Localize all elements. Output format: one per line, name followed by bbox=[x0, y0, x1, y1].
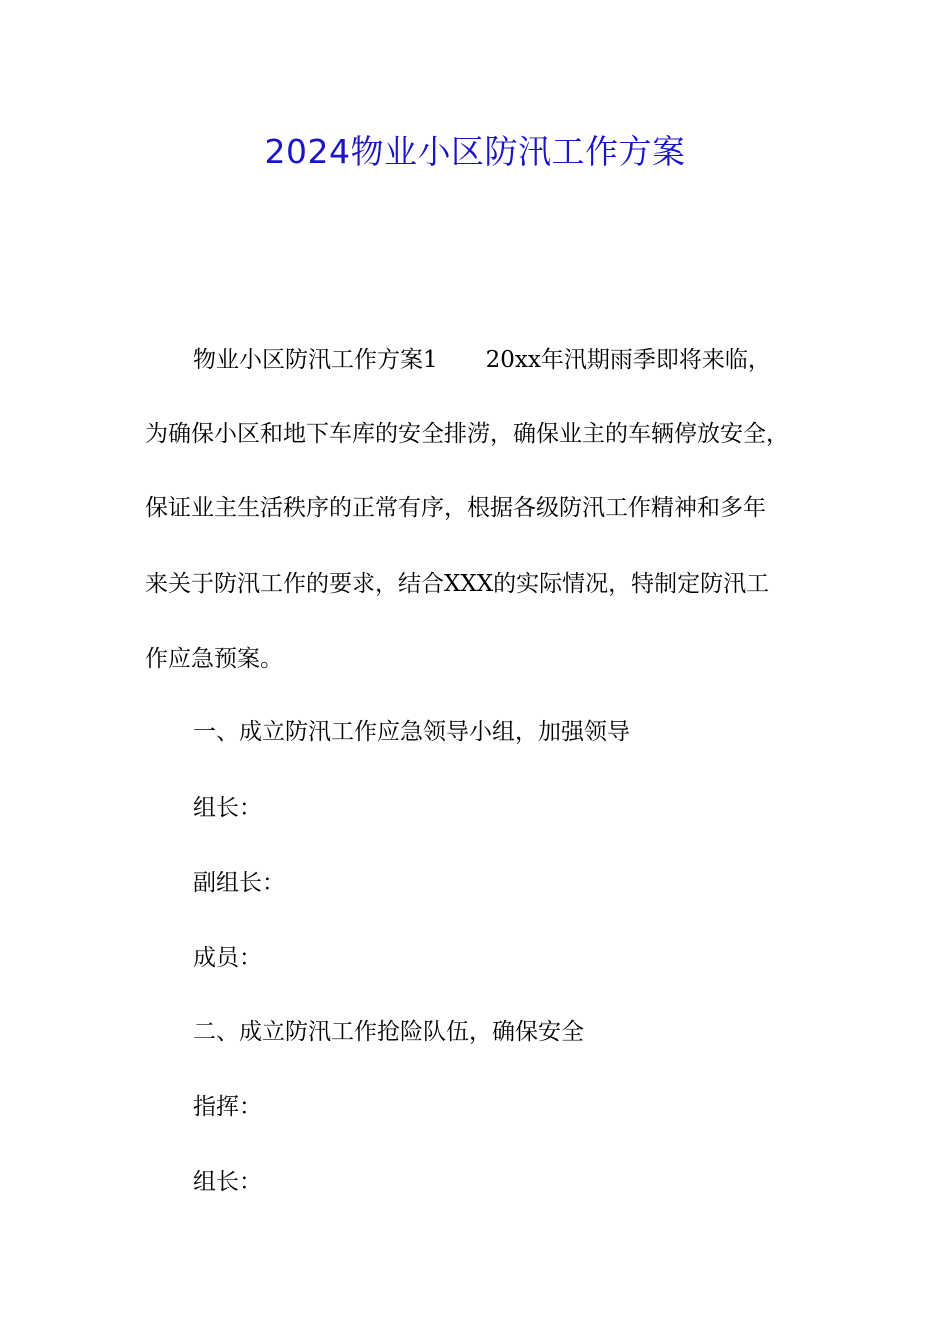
intro-heading: 物业小区防汛工作方案1 bbox=[193, 347, 438, 373]
section-1-heading: 一、成立防汛工作应急领导小组，加强领导 bbox=[193, 719, 630, 745]
section-1-members: 成员： bbox=[193, 945, 262, 971]
section-2-leader: 组长： bbox=[193, 1169, 262, 1195]
section-1-deputy: 副组长： bbox=[193, 870, 285, 896]
intro-line-1 bbox=[193, 342, 883, 378]
intro-line-1-text: 20xx年汛期雨季即将来临， bbox=[485, 347, 771, 373]
document-title: 2024物业小区防汛工作方案 bbox=[264, 132, 686, 171]
section-2-heading: 二、成立防汛工作抢险队伍，确保安全 bbox=[193, 1019, 584, 1045]
intro-line-4: 来关于防汛工作的要求，结合XXX的实际情况，特制定防汛工 bbox=[145, 571, 770, 597]
section-2-commander: 指挥： bbox=[193, 1094, 262, 1120]
section-1-leader: 组长： bbox=[193, 795, 262, 821]
intro-line-5: 作应急预案。 bbox=[145, 646, 283, 672]
intro-line-3: 保证业主生活秩序的正常有序，根据各级防汛工作精神和多年 bbox=[145, 495, 766, 521]
intro-line-2: 为确保小区和地下车库的安全排涝，确保业主的车辆停放安全， bbox=[145, 421, 789, 447]
